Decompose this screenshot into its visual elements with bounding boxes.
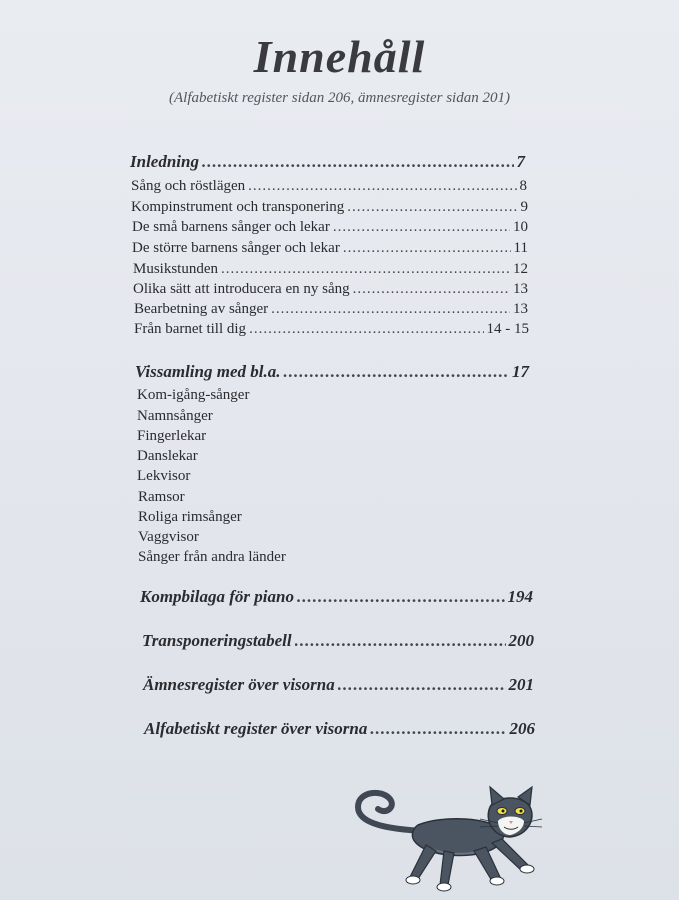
- toc-entry-label: Sång och röstlägen: [131, 178, 246, 194]
- toc-heading-label: Transponeringstabell: [142, 631, 292, 650]
- song-category: Danslekar: [137, 448, 198, 464]
- song-category: Ramsor: [138, 489, 185, 505]
- toc-entry-label: Musikstunden: [133, 261, 219, 277]
- dot-leader: [248, 178, 516, 195]
- toc-entry-label: De större barnens sånger och lekar: [132, 240, 340, 256]
- toc-heading-label: Alfabetiskt register över visorna: [144, 719, 368, 738]
- dot-leader: [249, 321, 483, 338]
- song-category: Fingerlekar: [137, 428, 207, 444]
- dot-leader: [271, 301, 510, 318]
- toc-entry-label: De små barnens sånger och lekar: [132, 219, 330, 235]
- dot-leader: [221, 261, 510, 278]
- song-category: Vaggvisor: [138, 529, 199, 545]
- toc-heading-kompbilaga: [140, 587, 533, 607]
- toc-heading-vissamling: [135, 362, 529, 382]
- dot-leader: [353, 281, 510, 298]
- cat-illustration: [352, 785, 552, 897]
- toc-heading-label: Ämnesregister över visorna: [143, 675, 335, 694]
- toc-heading-label: Vissamling med bl.a.: [135, 362, 281, 381]
- toc-heading-label: Inledning: [130, 152, 199, 171]
- toc-entry-label: Kompinstrument och transponering: [131, 199, 345, 215]
- page-title: Innehåll: [253, 31, 426, 82]
- dot-leader: [343, 240, 511, 257]
- toc-entry: [132, 219, 528, 236]
- toc-page-number: 9: [520, 199, 528, 215]
- toc-page-number: 8: [519, 178, 527, 194]
- song-category: Sånger från andra länder: [138, 549, 286, 565]
- dot-leader: [338, 675, 506, 695]
- toc-heading-inledning: [130, 152, 525, 172]
- toc-page-number: 13: [513, 301, 528, 317]
- toc-page-number: 194: [507, 587, 533, 606]
- toc-entry-label: Olika sätt att introducera en ny sång: [133, 281, 350, 297]
- toc-entry-label: Bearbetning av sånger: [134, 301, 269, 317]
- dot-leader: [370, 719, 506, 739]
- dot-leader: [295, 631, 506, 651]
- dot-leader: [347, 199, 517, 216]
- song-category: Namnsånger: [137, 408, 213, 424]
- toc-page-number: 11: [513, 240, 528, 256]
- toc-entry: [134, 301, 528, 318]
- toc-page-number: 14 - 15: [486, 321, 529, 337]
- song-category: Lekvisor: [137, 468, 191, 484]
- toc-page-number: 201: [508, 675, 534, 694]
- toc-page-number: 12: [513, 261, 528, 277]
- toc-page-number: 17: [512, 362, 529, 381]
- dot-leader: [202, 152, 514, 172]
- song-category: Kom-igång-sånger: [137, 387, 250, 403]
- toc-page-number: 13: [513, 281, 528, 297]
- toc-entry: [133, 281, 528, 298]
- toc-entry: [131, 199, 528, 216]
- dot-leader: [297, 587, 505, 607]
- toc-page-number: 206: [509, 719, 535, 738]
- toc-page-number: 200: [508, 631, 534, 650]
- toc-heading-amnesregister: [143, 675, 534, 695]
- toc-entry: [133, 261, 528, 278]
- toc-page-number: 10: [513, 219, 528, 235]
- toc-entry-label: Från barnet till dig: [134, 321, 247, 337]
- dot-leader: [333, 219, 510, 236]
- toc-page-number: 7: [516, 152, 525, 171]
- dot-leader: [283, 362, 509, 382]
- toc-heading-alfabetiskt-register: [144, 719, 535, 739]
- page-subtitle: (Alfabetiskt register sidan 206, ämnesregister sidan 201): [169, 90, 510, 106]
- toc-heading-transponeringstabell: [142, 631, 534, 651]
- toc-heading-label: Kompbilaga för piano: [140, 587, 294, 606]
- toc-entry: [134, 321, 529, 338]
- toc-entry: [132, 240, 528, 257]
- toc-entry: [131, 178, 527, 195]
- song-category: Roliga rimsånger: [138, 509, 242, 525]
